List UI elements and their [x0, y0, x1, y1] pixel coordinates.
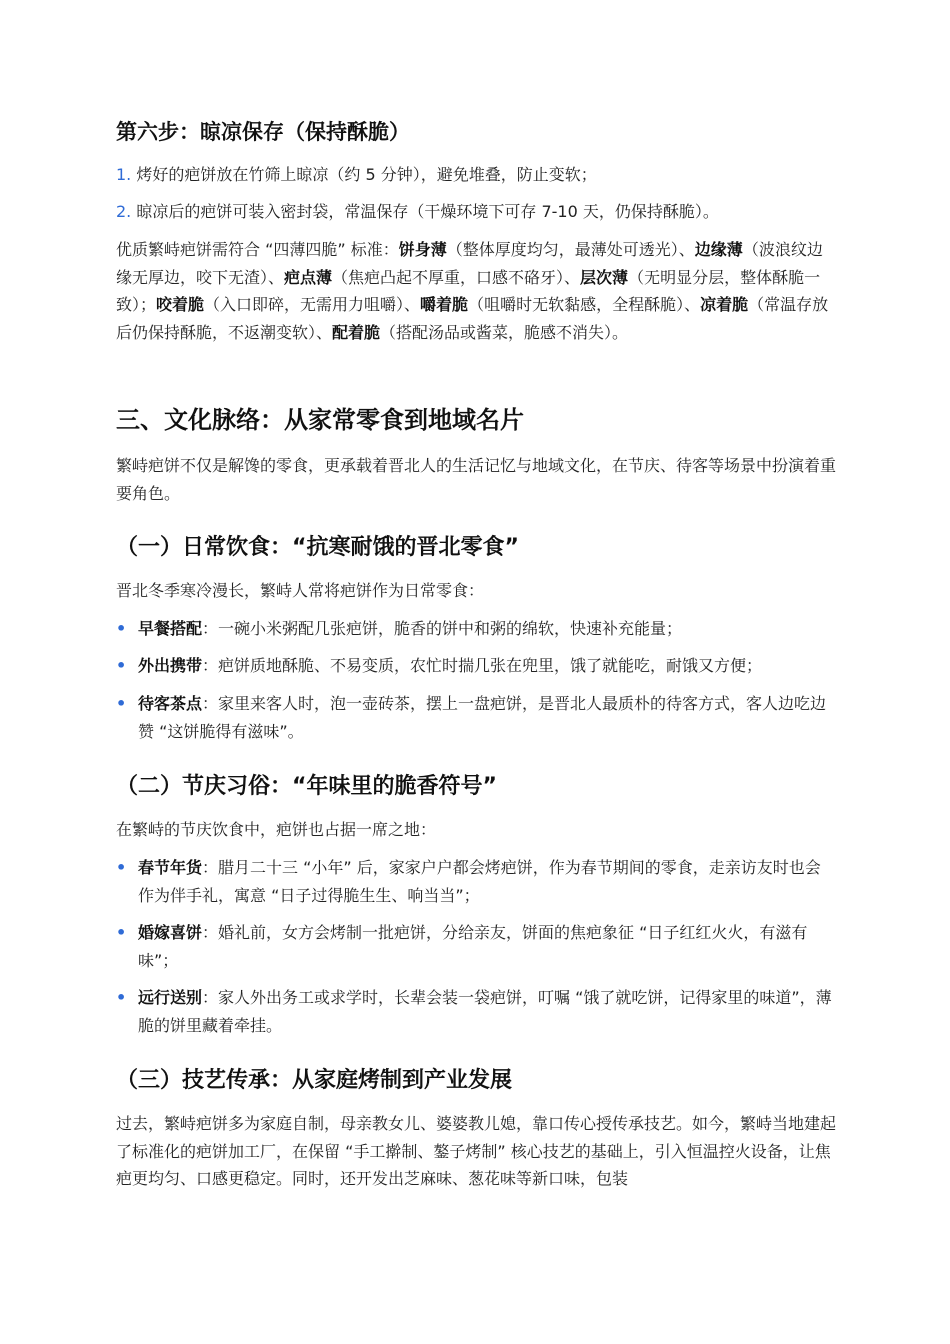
list-text: 烤好的疤饼放在竹筛上晾凉（约 5 分钟），避免堆叠，防止变软；	[136, 165, 597, 184]
bullet-icon: •	[116, 923, 127, 942]
list-item: • 外出携带：疤饼质地酥脆、不易变质，农忙时揣几张在兜里，饿了就能吃，耐饿又方便；	[116, 652, 836, 680]
step6-heading: 第六步：晾凉保存（保持酥脆）	[116, 120, 410, 144]
quality-standard-paragraph: 优质繁峙疤饼需符合 “四薄四脆” 标准：饼身薄（整体厚度均匀，最薄处可透光）、边缘薄（波浪纹边缘无厚边，咬下无渣）、疤点薄（焦疤凸起不厚重，口感不硌牙）、层次薄（无明显分层，整体酥脆一致）；咬着脆（入口即碎，无需用力咀嚼）、嚼着脆（咀嚼时无软黏感，全程酥脆）、凉着脆（常温存放后仍保持酥脆，不返潮变软）、配着脆（搭配汤品或酱菜，脆感不消失）。	[116, 240, 829, 342]
section3-intro: 繁峙疤饼不仅是解馋的零食，更承载着晋北人的生活记忆与地域文化，在节庆、待客等场景中扮演着重要角色。	[116, 456, 837, 503]
step6-item-1	[116, 162, 836, 188]
list-item: • 婚嫁喜饼：婚礼前，女方会烤制一批疤饼，分给亲友，饼面的焦疤象征 “日子红红火火，有滋有味”；	[116, 919, 836, 974]
list-number: 1.	[116, 165, 132, 184]
sub1-heading: （一）日常饮食：“抗寒耐饿的晋北零食”	[116, 535, 519, 560]
sub2-heading: （二）节庆习俗：“年味里的脆香符号”	[116, 774, 497, 799]
list-item: • 早餐搭配：一碗小米粥配几张疤饼，脆香的饼中和粥的绵软，快速补充能量；	[116, 615, 836, 643]
sub3-heading: （三）技艺传承：从家庭烤制到产业发展	[116, 1068, 513, 1093]
list-item: • 远行送别：家人外出务工或求学时，长辈会装一袋疤饼，叮嘱 “饿了就吃饼，记得家里的味道”，薄脆的饼里藏着牵挂。	[116, 984, 836, 1039]
list-text: 晾凉后的疤饼可装入密封袋，常温保存（干燥环境下可存 7-10 天，仍保持酥脆）。	[136, 202, 719, 221]
bullet-icon: •	[116, 694, 127, 713]
bullet-icon: •	[116, 619, 127, 638]
list-number: 2.	[116, 202, 132, 221]
step6-item-2	[116, 199, 836, 225]
bullet-icon: •	[116, 988, 127, 1007]
list-item: • 待客茶点：家里来客人时，泡一壶砖茶，摆上一盘疤饼，是晋北人最质朴的待客方式，客人边吃边赞 “这饼脆得有滋味”。	[116, 690, 836, 745]
list-item: • 春节年货：腊月二十三 “小年” 后，家家户户都会烤疤饼，作为春节期间的零食，走亲访友时也会作为伴手礼，寓意 “日子过得脆生生、响当当”；	[116, 854, 836, 909]
bullet-icon: •	[116, 656, 127, 675]
sub1-intro: 晋北冬季寒冷漫长，繁峙人常将疤饼作为日常零食：	[116, 581, 485, 600]
sub3-paragraph: 过去，繁峙疤饼多为家庭自制，母亲教女儿、婆婆教儿媳，靠口传心授传承技艺。如今，繁峙当地建起了标准化的疤饼加工厂，在保留 “手工擀制、鏊子烤制” 核心技艺的基础上，引入恒温控火设备，让焦疤更均匀、口感更稳定。同时，还开发出芝麻味、葱花味等新口味，包装	[116, 1114, 837, 1188]
sub2-intro: 在繁峙的节庆饮食中，疤饼也占据一席之地：	[116, 820, 437, 839]
bullet-icon: •	[116, 858, 127, 877]
section3-heading: 三、文化脉络：从家常零食到地域名片	[116, 406, 524, 434]
